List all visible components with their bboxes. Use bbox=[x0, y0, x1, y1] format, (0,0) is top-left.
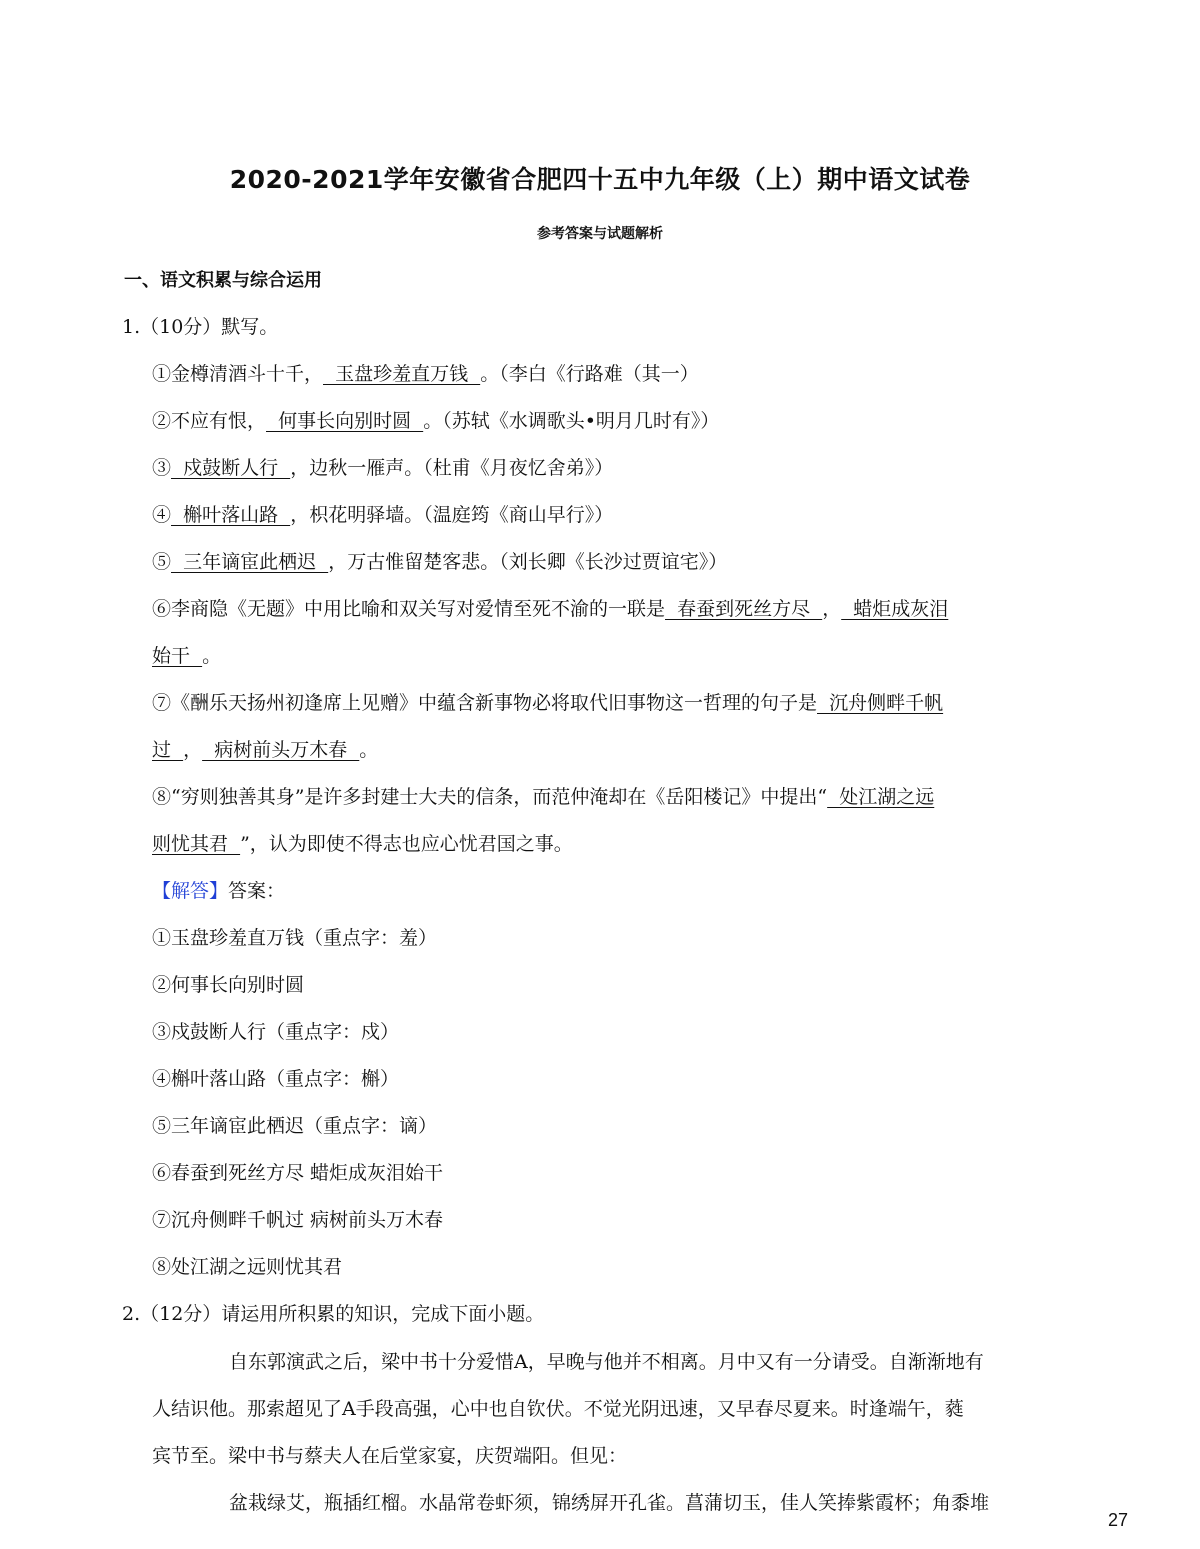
q1-item-8 bbox=[152, 784, 934, 810]
q1-item-2-answer: 何事长向别时圆 bbox=[266, 410, 424, 432]
q1-item-1-answer: 玉盘珍羞直万钱 bbox=[323, 363, 481, 385]
answer-item: ②何事长向别时圆 bbox=[152, 974, 305, 996]
jieda-tag: 【解答】 bbox=[152, 880, 229, 902]
q1-item-8-answer-b: 则忧其君 bbox=[152, 833, 241, 855]
q1-item-8-answer-a: 处江湖之远 bbox=[827, 786, 935, 808]
q1-item-8-text: ⑧“穷则独善其身”是许多封建士大夫的信条，而范仲淹却在《岳阳楼记》中提出“ bbox=[152, 786, 828, 808]
q1-item-6-comma: ， bbox=[822, 598, 842, 620]
q1-item-6-answer-2b: 始干 bbox=[152, 645, 203, 667]
q1-item-3-text: ③ bbox=[152, 457, 172, 479]
answer-item: ①玉盘珍羞直万钱（重点字：羞） bbox=[152, 927, 438, 949]
q1-item-5-text: ⑤ bbox=[152, 551, 172, 573]
q1-item-1 bbox=[152, 361, 699, 387]
jieda-text: 答案： bbox=[228, 880, 286, 902]
q1-item-7 bbox=[152, 690, 943, 716]
page-number: 27 bbox=[1108, 1510, 1129, 1530]
passage-line: 自东郭演武之后，梁中书十分爱惜A，早晚与他并不相离。月中又有一分请受。自渐渐地有 bbox=[229, 1351, 984, 1373]
q1-item-1-source: 。（李白《行路难（其一） bbox=[480, 363, 699, 385]
q1-item-3 bbox=[152, 455, 613, 481]
q1-item-4-source: ，枳花明驿墙。（温庭筠《商山早行》） bbox=[290, 504, 614, 526]
q1-item-5-answer: 三年谪宦此栖迟 bbox=[171, 551, 329, 573]
passage-line: 宾节至。梁中书与蔡夫人在后堂家宴，庆贺端阳。但见： bbox=[152, 1445, 628, 1467]
q1-item-7-cont bbox=[152, 737, 378, 763]
q1-item-7-text: ⑦《酬乐天扬州初逢席上见赠》中蕴含新事物必将取代旧事物这一哲理的句子是 bbox=[152, 692, 818, 714]
q1-item-7-answer-2: 病树前头万木春 bbox=[202, 739, 360, 761]
q1-item-4-answer: 槲叶落山路 bbox=[171, 504, 291, 526]
question-2-header: 2.（12分）请运用所积累的知识，完成下面小题。 bbox=[122, 1303, 545, 1325]
document-title: 2020-2021学年安徽省合肥四十五中九年级（上）期中语文试卷 bbox=[229, 165, 971, 194]
section-heading: 一、语文积累与综合运用 bbox=[124, 270, 322, 291]
answer-item: ⑤三年谪宦此栖迟（重点字：谪） bbox=[152, 1115, 438, 1137]
q1-item-6-answer-2a: 蜡炬成灰泪 bbox=[841, 598, 949, 620]
q1-item-1-text: ①金樽清酒斗十千， bbox=[152, 363, 324, 385]
q1-item-7-answer-1b: 过 bbox=[152, 739, 184, 761]
q1-item-5 bbox=[152, 549, 727, 575]
answer-item: ④槲叶落山路（重点字：槲） bbox=[152, 1068, 400, 1090]
q1-item-4-text: ④ bbox=[152, 504, 172, 526]
q1-item-2-source: 。（苏轼《水调歌头•明月几时有》） bbox=[423, 410, 720, 432]
q1-item-6-text: ⑥李商隐《无题》中用比喻和双关写对爱情至死不渝的一联是 bbox=[152, 598, 666, 620]
q1-item-7-comma: ， bbox=[183, 739, 203, 761]
q1-item-3-answer: 戍鼓断人行 bbox=[171, 457, 291, 479]
q1-item-6-cont bbox=[152, 643, 221, 669]
q1-item-2 bbox=[152, 408, 719, 434]
document-subtitle: 参考答案与试题解析 bbox=[537, 226, 663, 242]
passage-line: 盆栽绿艾，瓶插红榴。水晶常卷虾须，锦绣屏开孔雀。菖蒲切玉，佳人笑捧紫霞杯；角黍堆 bbox=[229, 1492, 990, 1514]
answer-item: ⑧处江湖之远则忧其君 bbox=[152, 1256, 343, 1278]
passage-line: 人结识他。那索超见了A手段高强，心中也自钦伏。不觉光阴迅速，又早春尽夏来。时逢端午，蕤 bbox=[152, 1398, 964, 1420]
q1-item-6-answer-1: 春蚕到死丝方尽 bbox=[665, 598, 823, 620]
q1-item-6 bbox=[152, 596, 948, 622]
answer-item: ⑦沉舟侧畔千帆过 病树前头万木春 bbox=[152, 1209, 444, 1231]
q1-item-8-cont bbox=[152, 831, 573, 857]
q1-item-7-answer-1a: 沉舟侧畔千帆 bbox=[817, 692, 944, 714]
q1-item-3-source: ，边秋一雁声。（杜甫《月夜忆舍弟》） bbox=[290, 457, 614, 479]
q1-item-2-text: ②不应有恨， bbox=[152, 410, 267, 432]
q1-item-6-end: 。 bbox=[202, 645, 222, 667]
question-1-header: 1.（10分）默写。 bbox=[122, 316, 279, 338]
answer-item: ③戍鼓断人行（重点字：戍） bbox=[152, 1021, 400, 1043]
jieda-line bbox=[152, 878, 285, 904]
answer-item: ⑥春蚕到死丝方尽 蜡炬成灰泪始干 bbox=[152, 1162, 444, 1184]
q1-item-5-source: ，万古惟留楚客悲。（刘长卿《长沙过贾谊宅》） bbox=[328, 551, 728, 573]
q1-item-4 bbox=[152, 502, 613, 528]
q1-item-7-end: 。 bbox=[359, 739, 379, 761]
q1-item-8-end: ”，认为即使不得志也应心忧君国之事。 bbox=[240, 833, 573, 855]
